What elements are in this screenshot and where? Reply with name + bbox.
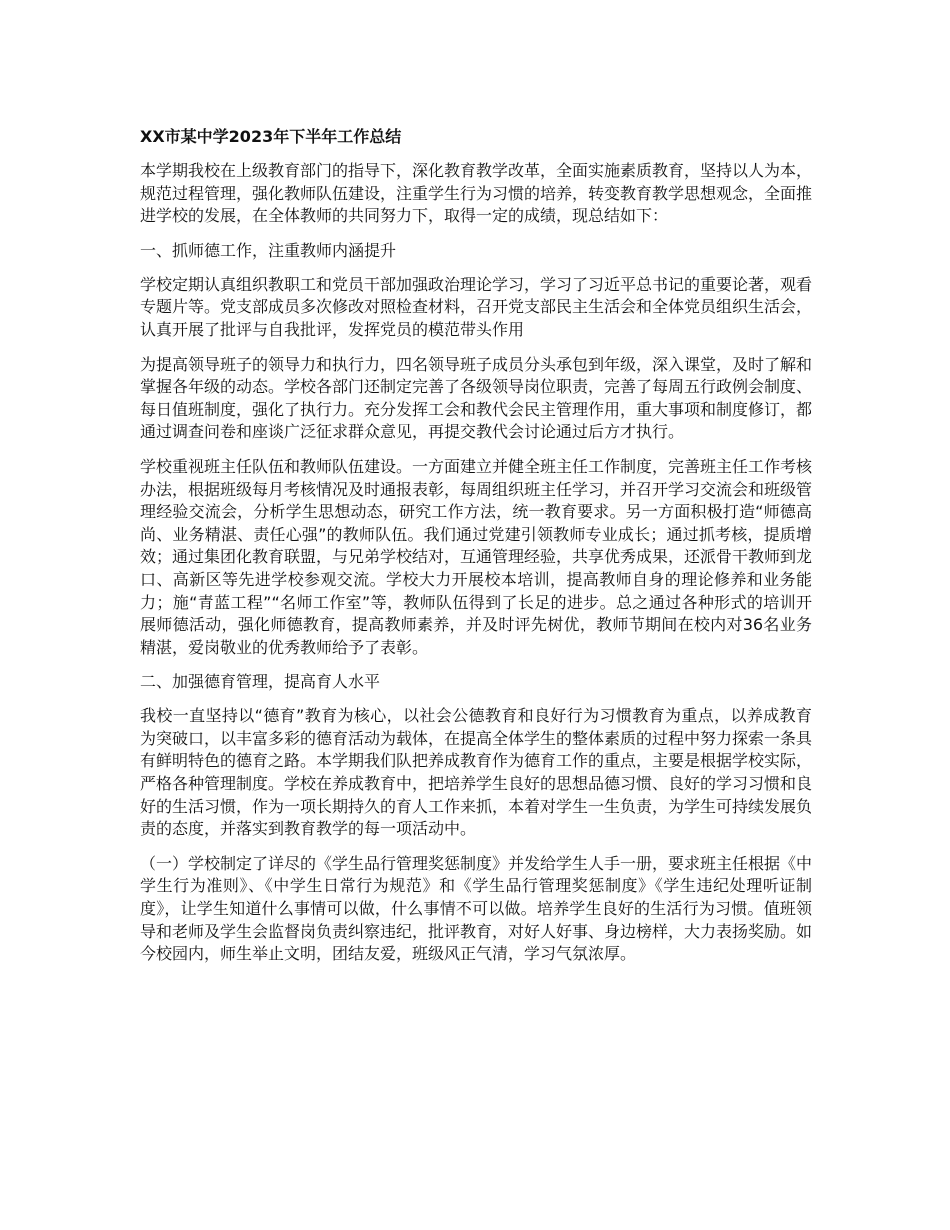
document-page bbox=[140, 126, 812, 978]
section-2-paragraph-2: （一）学校制定了详尽的《学生品行管理奖惩制度》并发给学生人手一册，要求班主任根据《中学生行为准则》、《中学生日常行为规范》和《学生品行管理奖惩制度》《学生违纪处理听证制度》，让学生知道什么事情可以做，什么事情不可以做。培养学生良好的生活行为习惯。值班领导和老师及学生会监督岗负责纠察违纪，批评教育，对好人好事、身边榜样，大力表扬奖励。如今校园内，师生举止文明，团结友爱，班级风正气清，学习气氛浓厚。 bbox=[140, 853, 813, 964]
document-title: XX市某中学2023年下半年工作总结 bbox=[140, 127, 402, 146]
section-1-paragraph-2: 为提高领导班子的领导力和执行力，四名领导班子成员分头承包到年级，深入课堂，及时了解和掌握各年级的动态。学校各部门还制定完善了各级领导岗位职责，完善了每周五行政例会制度、每日值班制度，强化了执行力。充分发挥工会和教代会民主管理作用，重大事项和制度修订，都通过调查问卷和座谈广泛征求群众意见，再提交教代会讨论通过后方才执行。 bbox=[140, 354, 813, 442]
intro-paragraph: 本学期我校在上级教育部门的指导下，深化教育教学改革，全面实施素质教育，坚持以人为本，规范过程管理，强化教师队伍建设，注重学生行为习惯的培养，转变教育教学思想观念，全面推进学校的发展，在全体教师的共同努力下，取得一定的成绩，现总结如下： bbox=[140, 161, 813, 226]
section-1-paragraph-3: 学校重视班主任队伍和教师队伍建设。一方面建立并健全班主任工作制度，完善班主任工作考核办法，根据班级每月考核情况及时通报表彰，每周组织班主任学习，并召开学习交流会和班级管理经验交流会，分析学生思想动态，研究工作方法，统一教育要求。另一方面积极打造“师德高尚、业务精湛、责任心强”的教师队伍。我们通过党建引领教师专业成长；通过抓考核，提质增效；通过集团化教育联盟，与兄弟学校结对，互通管理经验，共享优秀成果，还派骨干教师到龙口、高新区等先进学校参观交流。学校大力开展校本培训，提高教师自身的理论修养和业务能力；施“青蓝工程”“名师工作室”等，教师队伍得到了长足的进步。总之通过各种形式的培训开展师德活动，强化师德教育，提高教师素养，并及时评先树优，教师节期间在校内对36名业务精湛，爱岗敬业的优秀教师给予了表彰。 bbox=[140, 456, 813, 657]
section-2-heading: 二、加强德育管理，提高育人水平 bbox=[140, 672, 381, 692]
section-2-paragraph-1: 我校一直坚持以“德育”教育为核心，以社会公德教育和良好行为习惯教育为重点，以养成教育为突破口，以丰富多彩的德育活动为载体，在提高全体学生的整体素质的过程中努力探索一条具有鲜明特色的德育之路。本学期我们队把养成教育作为德育工作的重点，主要是根据学校实际，严格各种管理制度。学校在养成教育中，把培养学生良好的思想品德习惯、良好的学习习惯和良好的生活习惯，作为一项长期持久的育人工作来抓，本着对学生一生负责，为学生可持续发展负责的态度，并落实到教育教学的每一项活动中。 bbox=[140, 706, 813, 839]
section-1-heading: 一、抓师德工作，注重教师内涵提升 bbox=[140, 240, 397, 260]
section-1-paragraph-1: 学校定期认真组织教职工和党员干部加强政治理论学习，学习了习近平总书记的重要论著，观看专题片等。党支部成员多次修改对照检查材料，召开党支部民主生活会和全体党员组织生活会，认真开展了批评与自我批评，发挥党员的模范带头作用 bbox=[140, 274, 813, 339]
